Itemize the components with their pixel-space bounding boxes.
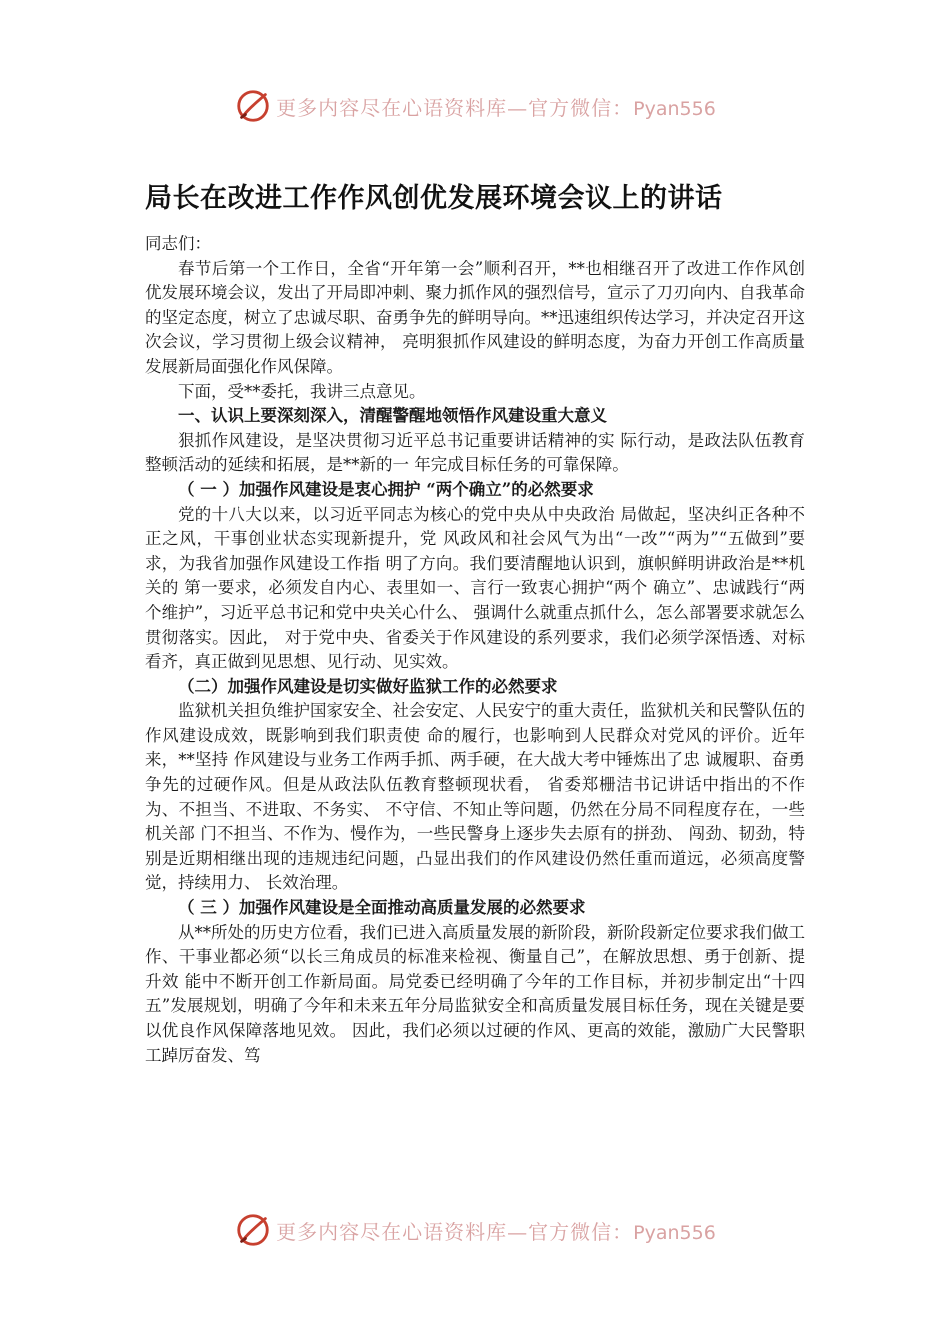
wechat-id: Pyan556 [633,1221,716,1244]
pen-logo-icon [234,1211,272,1249]
paragraph-subsection-3: 从**所处的历史方位看，我们已进入高质量发展的新阶段，新阶段新定位要求我们做工作、干事业都必须“以长三角成员的标准来检视、衡量自己”，在解放思想、勇于创新、提升效 能中不断开创工作新局面。局党委已经明确了今年的工作目标，并初步制定出“十四五”发展规划，明确了今年和未来五年分局监狱安全和高质量发展目标任务，现在关键是要以优良作风保障落地见效。 因此，我们必须以过硬的作风、更高的效能，激励广大民警职工踔厉奋发、笃 [145,922,805,1065]
paragraph-intro: 春节后第一个工作日，全省“开年第一会”顺利召开，**也相继召开了改进工作作风创优发展环境会议，发出了开局即冲刺、聚力抓作风的强烈信号，宣示了刀刃向内、自我革命的坚定态度，树立了忠诚尽职、奋勇争先的鲜明导向。**迅速组织传达学习，并决定召开这次会议，学习贯彻上级会议精神， 亮明狠抓作风建设的鲜明态度，为奋力开创工作高质量发展新局面强化作风保障。 [145,258,805,376]
banner-text: 更多内容尽在心语资料库—官方微信：Pyan556 [276,1219,716,1244]
document-title: 局长在改进工作作风创优发展环境会议上的讲话 [145,183,723,214]
subsection-heading-2: （二）加强作风建设是切实做好监狱工作的必然要求 [178,676,558,696]
wechat-id: Pyan556 [633,97,716,120]
subsection-heading-3: （ 三 ）加强作风建设是全面推动高质量发展的必然要求 [178,898,586,918]
paragraph-subsection-2: 监狱机关担负维护国家安全、社会安定、人民安宁的重大责任，监狱机关和民警队伍的作风建设成效，既影响到我们职责使 命的履行，也影响到人民群众对党风的评价。近年来，**坚持 作风建设与业务工作两手抓、两手硬，在大战大考中锤炼出了忠 诚履职、奋勇争先的过硬作风。但是从政法队伍教育整顿现状看， 省委郑栅洁书记讲话中指出的不作为、不担当、不进取、不务实、 不守信、不知止等问题，仍然在分局不同程度存在，一些机关部 门不担当、不作为、慢作为，一些民警身上逐步失去原有的拼劲、 闯劲、韧劲，特别是近期相继出现的违规违纪问题，凸显出我们的作风建设仍然任重而道远，必须高度警觉，持续用力、 长效治理。 [145,701,805,893]
header-watermark-banner [0,86,950,126]
banner-text: 更多内容尽在心语资料库—官方微信：Pyan556 [276,95,716,120]
pen-logo-icon [234,87,272,125]
paragraph-subsection-1: 党的十八大以来，以习近平同志为核心的党中央从中央政治 局做起，坚决纠正各种不正之风，干事创业状态实现新提升，党 风政风和社会风气为出“一改”“两为”“五做到”要求，为我省加强作风建设工作指 明了方向。我们要清醒地认识到，旗帜鲜明讲政治是**机关的 第一要求，必须发自内心、表里如一、言行一致衷心拥护“两个 确立”、忠诚践行“两个维护”，习近平总书记和党中央关心什么、 强调什么就重点抓什么，怎么部署要求就怎么贯彻落实。因此， 对于党中央、省委关于作风建设的系列要求，我们必须学深悟透、对标看齐，真正做到见思想、见行动、见实效。 [145,504,805,672]
subsection-heading-1: （ 一 ）加强作风建设是衷心拥护 “两个确立”的必然要求 [178,479,594,499]
salutation: 同志们： [145,234,211,253]
paragraph-section-1: 狠抓作风建设，是坚决贯彻习近平总书记重要讲话精神的实 际行动，是政法队伍教育整顿活动的延续和拓展，是**新的一 年完成目标任务的可靠保障。 [145,430,805,475]
paragraph-outline: 下面，受**委托，我讲三点意见。 [178,381,426,401]
document-body [145,232,805,1068]
section-heading-1: 一、认识上要深刻深入，清醒警醒地领悟作风建设重大意义 [178,406,607,426]
footer-watermark-banner [0,1210,950,1250]
